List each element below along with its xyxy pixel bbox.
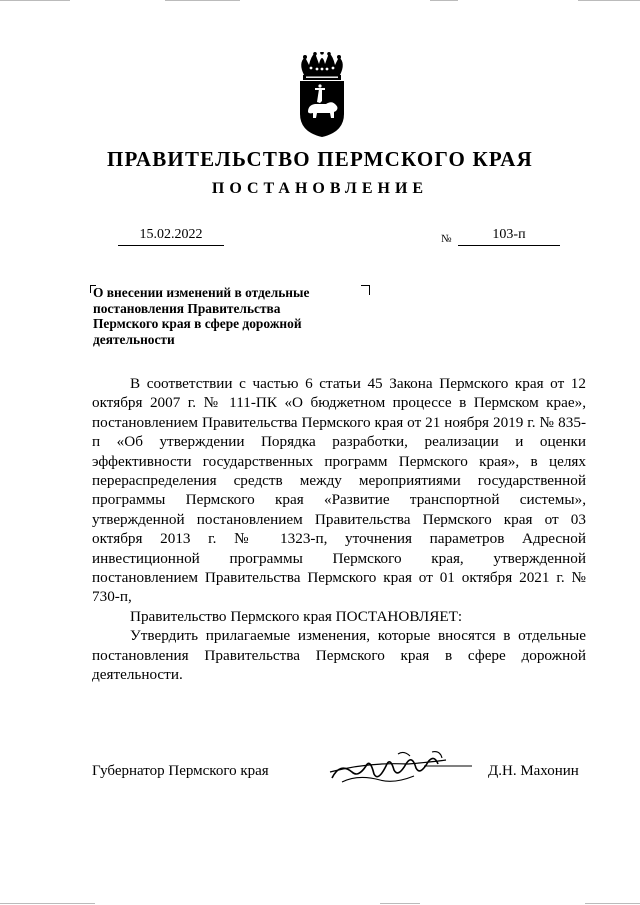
body-paragraph: Утвердить прилагаемые изменения, которые вносятся в отдельные постановления Правительства Пермского края в сфере дорожной деятельности.	[92, 627, 586, 684]
coat-of-arms-emblem	[296, 52, 348, 138]
handwritten-signature	[328, 748, 474, 788]
subject-corner-right	[361, 285, 370, 295]
document-type: ПОСТАНОВЛЕНИЕ	[211, 180, 429, 197]
number-sign: №	[441, 233, 452, 245]
signatory-name: Д.Н. Махонин	[488, 763, 579, 779]
document-date: 15.02.2022	[118, 226, 224, 246]
subject-line: деятельности	[93, 331, 175, 347]
document-body	[92, 374, 586, 685]
signatory-position: Губернатор Пермского края	[92, 763, 269, 779]
scan-edge-line	[380, 903, 420, 904]
scan-edge-line	[0, 0, 70, 1]
subject-line: О внесении изменений в отдельные	[93, 285, 310, 300]
document-number: 103-п	[458, 226, 560, 246]
body-paragraph: В соответствии с частью 6 статьи 45 Закона Пермского края от 12 октября 2007 г. № 111-ПК «О бюджетном процессе в Пермском крае», постановлением Правительства Пермского края от 21 ноября 2019 г. № 835-п «Об утверждении Порядка разработки, реализации и оценки эффективности государственных программ Пермского края», в целях перераспределения средств между мероприятиями государственной программы Пермского края «Развитие транспортной системы», утвержденной постановлением Правительства Пермского края от 03 октября 2013 г. № 1323-п, уточнения параметров Адресной инвестиционной программы Пермского края, утвержденной постановлением Правительства Пермского края от 01 октября 2021 г. № 730-п,	[92, 375, 586, 606]
scan-edge-line	[585, 903, 640, 904]
subject-line: Пермского края в сфере дорожной	[93, 316, 302, 331]
scan-edge-line	[578, 0, 640, 1]
document-subject	[93, 285, 355, 347]
scan-edge-line	[165, 0, 240, 1]
scan-edge-line	[430, 0, 458, 1]
scan-edge-line	[0, 903, 95, 904]
government-title: ПРАВИТЕЛЬСТВО ПЕРМСКОГО КРАЯ	[106, 147, 533, 171]
body-paragraph: Правительство Пермского края ПОСТАНОВЛЯЕТ:	[130, 607, 463, 625]
subject-line: постановления Правительства	[93, 300, 281, 316]
